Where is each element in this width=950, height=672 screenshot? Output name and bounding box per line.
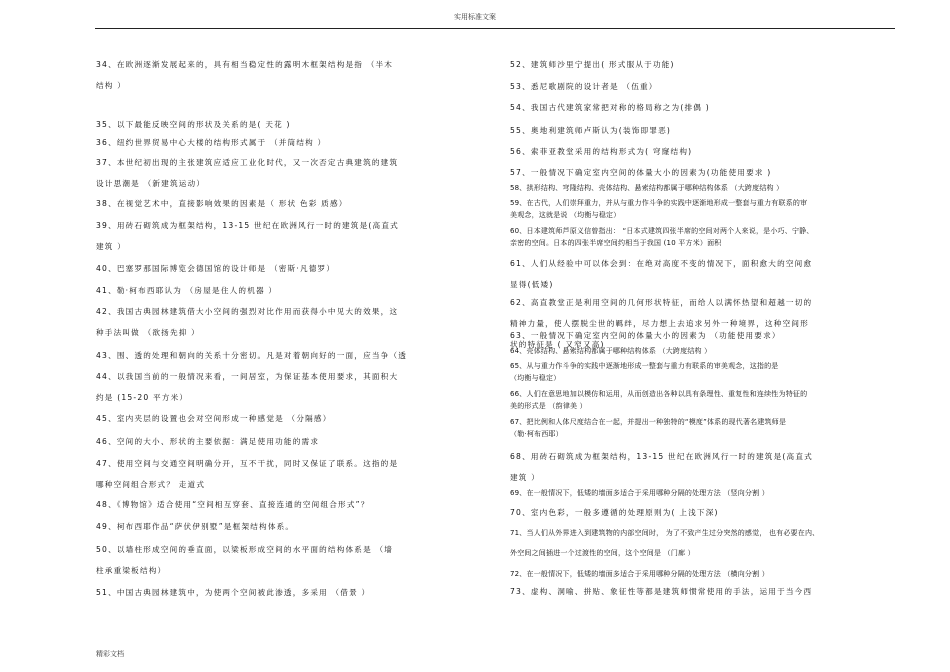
question-item	[96, 132, 488, 153]
question-text-line: 46、空间的大小、形状的主要依据：满足使用功能的需求	[96, 437, 320, 446]
question-text-line: 37、本世纪初出现的主张建筑应适应工业化时代，又一次否定古典建筑的建筑	[96, 158, 399, 167]
question-text-line: 68、用砖石砌筑成为框架结构，13-15 世纪在欧洲风行一时的建筑是(高直式	[510, 452, 813, 461]
question-text-line: 58、拱形结构、穹隆结构、壳体结构、悬索结构都属于哪种结构体系 （大跨度结构 ）	[510, 184, 784, 192]
question-item	[510, 325, 896, 346]
question-item	[510, 416, 896, 440]
question-text-line: 57、一般情况下确定室内空间的体量大小的因素为(功能使用要求 )	[510, 168, 772, 177]
question-item	[96, 431, 488, 452]
question-text-line: 61、人们从经验中可以体会到：在绝对高度不变的情况下，面积愈大的空间愈	[510, 259, 813, 268]
question-text-line: 50、以墙柱形成空间的垂直面，以梁板形成空间的水平面的结构体系是 （墙	[96, 545, 394, 554]
question-item	[510, 581, 896, 602]
question-text-line: 种手法叫做 （欲扬先抑 ）	[96, 328, 200, 337]
question-text-line: 外空间之间插进一个过渡性的空间，这个空间是 （门廊 ）	[510, 549, 695, 557]
question-item	[510, 197, 896, 221]
question-text-line: 69、在一般情况下，低矮的墙面多适合于采用哪种分隔的处理方法 （竖向分割 ）	[510, 489, 769, 497]
question-item	[96, 408, 488, 429]
question-text-line: 柱承重梁板结构）	[96, 566, 167, 575]
question-text-line: 60、日本建筑师芦原义信曾指出： “日本式建筑四张半席的空间对两个人来说，是小巧、宁静、	[510, 227, 814, 235]
question-text-line: 73、虚构、洞喻、拼贴、象征性等都是建筑师惯常使用的手法，运用于当今西	[510, 587, 813, 596]
question-text-line: 52、建筑师沙里宁提出( 形式服从于功能)	[510, 60, 675, 69]
question-item	[510, 76, 896, 97]
question-text-line: 44、以我国当前的一般情况来看，一间居室，为保证基本使用要求，其面积大	[96, 372, 399, 381]
question-text-line: 53、悉尼歌剧院的设计者是 （伍重）	[510, 82, 658, 91]
question-item	[96, 193, 488, 214]
question-text-line: 47、使用空间与交通空间明确分开，互不干扰，同时又保证了联系。这指的是	[96, 459, 399, 468]
question-text-line: 38、在视觉艺术中，直接影响效果的因素是（ 形状 色彩 质感）	[96, 199, 348, 208]
question-item	[96, 301, 488, 343]
question-item	[510, 162, 896, 183]
question-item	[96, 258, 488, 279]
question-item	[96, 453, 488, 495]
question-text-line: 结构 ）	[96, 81, 126, 90]
question-text-line: 48、《博物馆》适合使用“空间相互穿套、直接连通的空间组合形式”？	[96, 500, 370, 509]
question-item	[510, 527, 896, 539]
page-footer-note: 精彩文档	[96, 650, 124, 658]
question-item	[510, 547, 896, 559]
question-text-line: 建筑 ）	[96, 242, 126, 251]
question-item	[510, 502, 896, 523]
question-item	[96, 215, 488, 257]
question-item	[510, 97, 896, 118]
question-text-line: 54、我国古代建筑家常把对称的格局称之为(排偶 )	[510, 103, 710, 112]
question-item	[96, 345, 488, 366]
question-text-line: 62、高直教堂正是利用空间的几何形状特征，而给人以满怀热望和超越一切的	[510, 298, 813, 307]
question-text-line: 43、围、透的处理和朝向的关系十分密切。凡是对着朝向好的一面，应当争（透	[96, 351, 408, 360]
question-text-line: 34、在欧洲逐渐发展起来的，具有相当稳定性的露明木框架结构是指 （半木	[96, 60, 394, 69]
question-item	[510, 120, 896, 141]
question-text-line: 59、在古代，人们崇拜重力，并从与重力作斗争的实践中逐渐地形成一整套与重力有联系的审	[510, 199, 808, 207]
question-text-line: 45、室内夹层的设置也会对空间形成一种感觉是 （分隔感）	[96, 414, 332, 423]
header-divider	[95, 28, 895, 29]
question-item	[96, 494, 488, 515]
question-text-line: 49、柯布西耶作品“萨伏伊别墅”是框架结构体系。	[96, 522, 295, 531]
question-item	[510, 54, 896, 75]
question-item	[96, 539, 488, 581]
question-text-line: 63、一般情况下确定室内空间的体量大小的因素为 （功能使用要求）	[510, 331, 781, 340]
question-text-line: 39、用砖石砌筑成为框架结构，13-15 世纪在欧洲风行一时的建筑是(高直式	[96, 221, 399, 230]
question-item	[96, 152, 488, 194]
question-text-line: 美观念，这就是说 （均衡与稳定）	[510, 211, 621, 219]
question-text-line: 美的形式是 （韵律美 ）	[510, 402, 587, 410]
question-item	[510, 388, 896, 412]
question-text-line: 72、在一般情况下，低矮的墙面多适合于采用哪种分隔的处理方法 （横向分割 ）	[510, 570, 769, 578]
question-item	[96, 582, 488, 603]
question-item	[510, 446, 896, 488]
question-item	[96, 280, 488, 301]
question-text-line: 哪种空间组合形式？ 走道式	[96, 480, 206, 489]
question-item	[96, 54, 488, 96]
question-item	[510, 141, 896, 162]
question-text-line: 70、室内色彩，一般多遵循的处理原则为( 上浅下深)	[510, 508, 719, 517]
question-text-line: 41、勒·柯布西耶认为 （房屋是住人的机器 ）	[96, 286, 278, 295]
question-text-line: 36、纽约世界贸易中心大楼的结构形式属于 （并筒结构 ）	[96, 138, 327, 147]
question-text-line: 51、中国古典园林建筑中，为使两个空间被此渗透，多采用 （借景 ）	[96, 588, 371, 597]
question-text-line: 40、巴塞罗那国际博览会德国馆的设计师是 （密斯·凡德罗）	[96, 264, 336, 273]
question-text-line: 建筑 ）	[510, 473, 540, 482]
question-text-line: 约是 (15-20 平方米）	[96, 393, 189, 402]
question-item	[510, 253, 896, 295]
question-text-line: 65、从与重力作斗争的实践中逐渐地形成一整套与重力有联系的审美观念，这指的是	[510, 362, 779, 370]
question-item	[510, 182, 896, 194]
question-text-line: 显得(低矮)	[510, 280, 554, 289]
question-text-line: 35、以下最能反映空间的形状及关系的是( 天花 )	[96, 120, 291, 129]
question-item	[510, 225, 896, 249]
question-text-line: 精神力量，使人摆脱尘世的羁绊，尽力想上去追求另外一种境界，这种空间形	[510, 319, 809, 328]
question-text-line: 71、当人们从外界进入到建筑物的内部空间时， 为了不致产生过分突然的感觉， 也有必要在内、	[510, 529, 820, 537]
page-header-title: 实用标准文案	[454, 13, 496, 21]
question-text-line: 亲密的空间。日本的四张半席空间约相当于我国 (10 平方米）面积	[510, 239, 722, 247]
question-item	[96, 516, 488, 537]
question-text-line: 66、人们在意思地加以模仿和运用，从而创造出各种以具有条理性、重复性和连续性为特征的	[510, 390, 808, 398]
question-item	[510, 345, 896, 357]
question-text-line: （勒·柯布西耶）	[510, 430, 563, 438]
question-item	[510, 487, 896, 499]
question-item	[510, 568, 896, 580]
question-text-line: 状的特征是 ( 又窄又高)	[510, 340, 605, 349]
question-text-line: 64、壳体结构、悬索结构都属于哪种结构体系 （大跨度结构 ）	[510, 347, 712, 355]
question-text-line: （均衡与稳定）	[510, 374, 561, 382]
question-item	[510, 360, 896, 384]
question-text-line: 55、奥地利建筑师卢斯认为(装饰即罪恶)	[510, 126, 672, 135]
question-item	[96, 366, 488, 408]
question-text-line: 设计思潮是 （新建筑运动）	[96, 179, 206, 188]
question-text-line: 56、索菲亚教堂采用的结构形式为( 穹窿结构)	[510, 147, 693, 156]
question-text-line: 67、把比例和人体尺度结合在一起，并提出一种独特的“模度”体系的现代著名建筑师是	[510, 418, 787, 426]
question-text-line: 42、我国古典园林建筑借大小空间的强烈对比作用而获得小中见大的效果，这	[96, 307, 399, 316]
